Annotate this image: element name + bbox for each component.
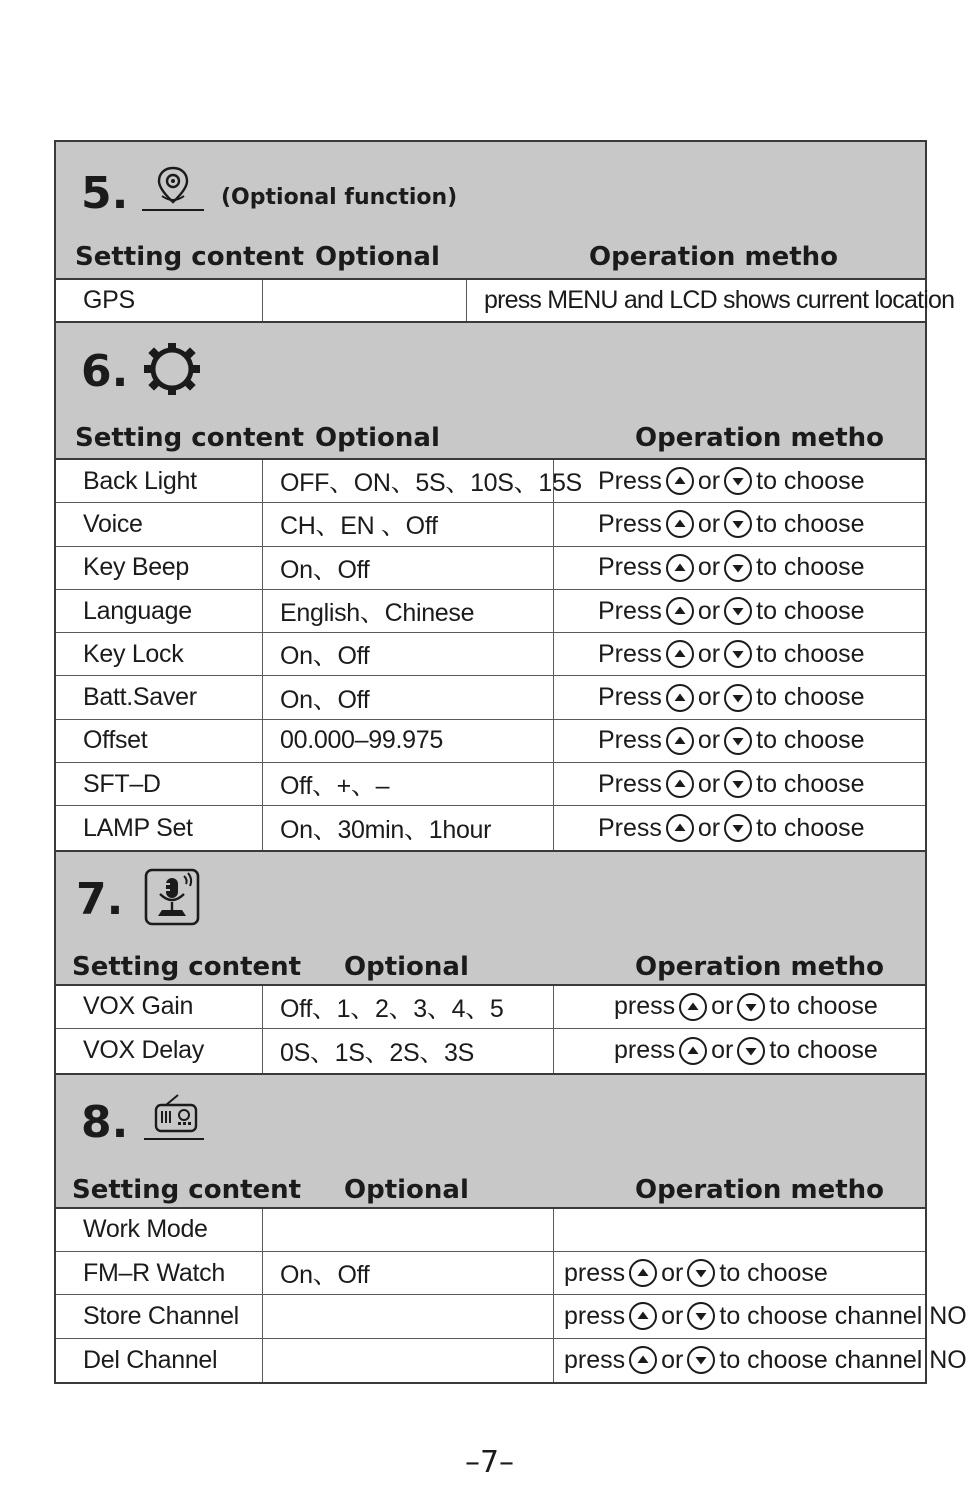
optional-cell: On、Off [262, 1252, 553, 1294]
setting-cell: FM–R Watch [83, 1258, 225, 1287]
up-arrow-icon [666, 640, 694, 668]
down-arrow-icon [724, 814, 752, 842]
table-row [56, 676, 925, 719]
optional-cell: CH、EN 、Off [262, 503, 553, 545]
optional-cell [262, 1209, 553, 1251]
table-row [56, 763, 925, 806]
press-text: press [564, 1301, 626, 1330]
setting-cell: SFT–D [83, 769, 161, 798]
setting-cell: Key Lock [83, 639, 184, 668]
setting-cell: GPS [83, 286, 135, 314]
to-choose-text: to choose [756, 639, 865, 668]
operation-cell [553, 1295, 967, 1337]
section-number: 7. [76, 873, 124, 925]
down-arrow-icon [724, 554, 752, 582]
operation-instruction [614, 992, 878, 1021]
press-text: Press [598, 509, 662, 538]
operation-instruction [598, 597, 865, 626]
down-arrow-icon [687, 1302, 715, 1330]
or-text: or [711, 1036, 734, 1065]
to-choose-text: to choose [756, 726, 865, 755]
up-arrow-icon [666, 814, 694, 842]
or-text: or [661, 1258, 684, 1287]
operation-instruction [598, 467, 865, 496]
operation-instruction [598, 510, 865, 539]
setting-cell: Language [83, 596, 192, 625]
press-text: Press [598, 596, 662, 625]
or-text: or [697, 683, 721, 712]
fm-radio-icon [142, 1091, 206, 1149]
setting-cell: VOX Delay [83, 1036, 204, 1065]
operation-cell [553, 1252, 925, 1294]
to-choose-text: to choose [769, 992, 878, 1021]
col-header-setting: Setting content [75, 242, 305, 272]
up-arrow-icon [679, 1037, 707, 1065]
table-row [56, 1339, 967, 1382]
table-row [56, 1209, 925, 1252]
optional-cell: On、Off [262, 633, 553, 675]
table-row [56, 503, 925, 546]
section-7-header [56, 850, 925, 986]
operation-cell [553, 1029, 925, 1073]
operation-cell [553, 806, 925, 849]
table-row [56, 720, 925, 763]
operation-cell [553, 547, 925, 589]
press-text: Press [598, 553, 662, 582]
up-arrow-icon [666, 597, 694, 625]
to-choose-text: to choose [756, 466, 865, 495]
table-row [56, 590, 925, 633]
setting-cell: Voice [83, 509, 143, 538]
operation-instruction [598, 553, 865, 582]
section-8-header [56, 1073, 925, 1209]
down-arrow-icon [724, 640, 752, 668]
press-text: Press [598, 813, 662, 842]
operation-cell [553, 633, 925, 675]
down-arrow-icon [687, 1346, 715, 1374]
or-text: or [697, 769, 721, 798]
up-arrow-icon [666, 510, 694, 538]
table-row [56, 633, 925, 676]
table-row [56, 547, 925, 590]
to-choose-text: to choose [756, 596, 865, 625]
up-arrow-icon [679, 993, 707, 1021]
up-arrow-icon [666, 554, 694, 582]
settings-table [54, 140, 967, 1384]
section-number: 6. [81, 346, 129, 397]
to-choose-text: to choose channel NO [719, 1345, 967, 1374]
or-text: or [697, 466, 721, 495]
operation-cell [553, 763, 925, 805]
setting-cell: Batt.Saver [83, 683, 197, 712]
setting-cell: Store Channel [83, 1301, 239, 1330]
press-text: Press [598, 466, 662, 495]
optional-cell [262, 280, 466, 321]
optional-cell: On、Off [262, 676, 553, 718]
setting-cell: VOX Gain [83, 992, 194, 1021]
to-choose-text: to choose [756, 683, 865, 712]
table-row [56, 1029, 925, 1073]
optional-cell: 0S、1S、2S、3S [262, 1029, 553, 1073]
up-arrow-icon [666, 467, 694, 495]
press-text: Press [598, 639, 662, 668]
vox-microphone-icon [142, 866, 202, 932]
up-arrow-icon [629, 1302, 657, 1330]
or-text: or [661, 1345, 684, 1374]
optional-cell: Off、1、2、3、4、5 [262, 986, 553, 1029]
operation-instruction [598, 683, 865, 712]
optional-cell [262, 1339, 553, 1382]
setting-cell: Back Light [83, 466, 197, 495]
press-text: press [614, 1036, 676, 1065]
to-choose-text: to choose [756, 553, 865, 582]
section-number: 5. [81, 168, 129, 219]
or-text: or [697, 509, 721, 538]
or-text: or [697, 596, 721, 625]
gear-icon [142, 341, 202, 401]
operation-cell [553, 986, 925, 1029]
down-arrow-icon [724, 597, 752, 625]
down-arrow-icon [724, 510, 752, 538]
page-number: –7– [464, 1445, 515, 1480]
table-row [56, 806, 925, 849]
press-text: press [614, 992, 676, 1021]
or-text: or [711, 992, 734, 1021]
section-6-header [56, 323, 925, 460]
operation-instruction [564, 1346, 967, 1375]
col-header-operation: Operation metho [635, 1174, 885, 1205]
to-choose-text: to choose [769, 1036, 878, 1065]
operation-cell [553, 1209, 925, 1251]
up-arrow-icon [666, 770, 694, 798]
setting-cell: Offset [83, 726, 148, 755]
col-header-setting: Setting content [72, 1174, 302, 1205]
down-arrow-icon [724, 684, 752, 712]
up-arrow-icon [666, 727, 694, 755]
col-header-operation: Operation metho [635, 423, 885, 453]
setting-cell: LAMP Set [83, 813, 193, 842]
col-header-operation: Operation metho [589, 242, 839, 272]
section-5-header [56, 142, 925, 280]
press-text: press [564, 1258, 626, 1287]
or-text: or [661, 1301, 684, 1330]
press-text: Press [598, 726, 662, 755]
operation-cell [553, 720, 925, 762]
press-text: Press [598, 683, 662, 712]
table-row [56, 1252, 925, 1295]
down-arrow-icon [724, 727, 752, 755]
to-choose-text: to choose [756, 813, 865, 842]
to-choose-text: to choose [719, 1258, 828, 1287]
down-arrow-icon [687, 1259, 715, 1287]
operation-instruction [598, 640, 865, 669]
operation-cell [553, 676, 925, 718]
col-header-setting: Setting content [72, 951, 302, 982]
to-choose-text: to choose [756, 509, 865, 538]
down-arrow-icon [737, 1037, 765, 1065]
table-row [56, 986, 925, 1030]
col-header-optional: Optional [315, 423, 440, 453]
or-text: or [697, 639, 721, 668]
to-choose-text: to choose channel NO [719, 1301, 967, 1330]
optional-cell [262, 1295, 553, 1337]
down-arrow-icon [724, 770, 752, 798]
optional-cell: On、30min、1hour [262, 806, 553, 849]
table-row [56, 460, 925, 503]
press-text: Press [598, 769, 662, 798]
or-text: or [697, 813, 721, 842]
press-text: press [564, 1345, 626, 1374]
up-arrow-icon [629, 1346, 657, 1374]
optional-function-note: (Optional function) [221, 185, 458, 210]
operation-instruction [614, 1036, 878, 1065]
setting-cell: Key Beep [83, 553, 190, 582]
setting-cell: Work Mode [83, 1215, 208, 1244]
col-header-optional: Optional [315, 242, 440, 272]
operation-cell [553, 503, 925, 545]
operation-cell: press MENU and LCD shows current location [466, 280, 925, 321]
optional-cell: English、Chinese [262, 590, 553, 632]
setting-cell: Del Channel [83, 1345, 218, 1374]
col-header-operation: Operation metho [635, 951, 885, 982]
down-arrow-icon [724, 467, 752, 495]
or-text: or [697, 726, 721, 755]
operation-instruction [564, 1259, 828, 1288]
operation-instruction [564, 1302, 967, 1331]
optional-cell: Off、+、– [262, 763, 553, 805]
to-choose-text: to choose [756, 769, 865, 798]
section-number: 8. [81, 1096, 129, 1148]
down-arrow-icon [737, 993, 765, 1021]
operation-instruction [598, 726, 865, 755]
operation-instruction [598, 814, 865, 843]
operation-cell [553, 460, 925, 502]
optional-cell: 00.000–99.975 [262, 720, 553, 762]
or-text: or [697, 553, 721, 582]
up-arrow-icon [629, 1259, 657, 1287]
col-header-setting: Setting content [75, 423, 305, 453]
gps-location-icon [140, 164, 206, 218]
col-header-optional: Optional [344, 951, 469, 982]
table-row [56, 280, 955, 323]
up-arrow-icon [666, 684, 694, 712]
optional-cell: On、Off [262, 547, 553, 589]
operation-cell [553, 1339, 967, 1382]
operation-cell [553, 590, 925, 632]
optional-cell: OFF、ON、5S、10S、15S [262, 460, 553, 502]
operation-instruction [598, 770, 865, 799]
table-row [56, 1295, 967, 1338]
col-header-optional: Optional [344, 1174, 469, 1205]
